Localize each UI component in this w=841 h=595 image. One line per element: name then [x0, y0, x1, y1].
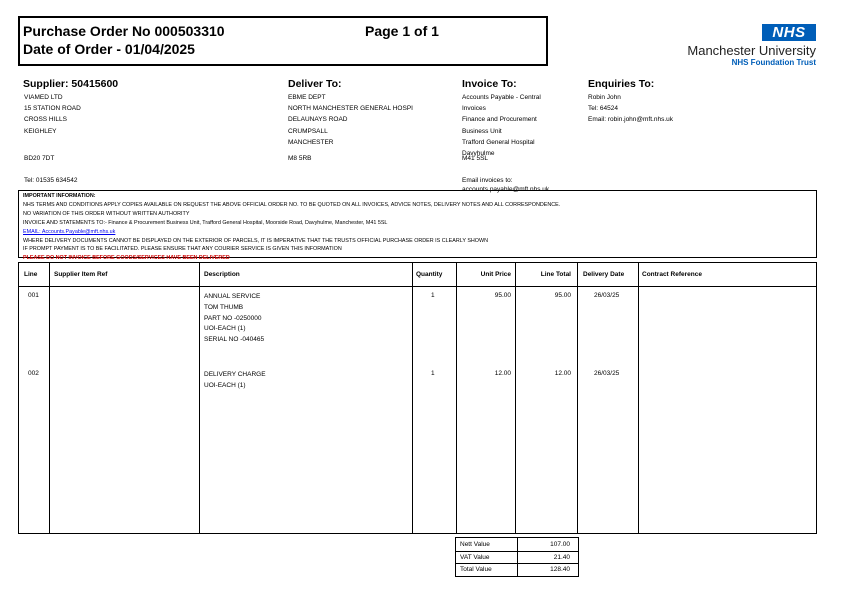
column-header-contract-reference: Contract Reference	[642, 271, 702, 278]
header-divider	[19, 286, 816, 287]
purchase-order-number: Purchase Order No 000503310	[23, 23, 225, 39]
delivery-postcode: M8 5RB	[288, 155, 312, 162]
notice-line: INVOICE AND STATEMENTS TO:- Finance & Procurement Business Unit, Trafford General Hospital, Moorside Road, Davyhulme, Manchester, M41 5SL	[23, 219, 388, 226]
column-divider	[412, 263, 413, 533]
row-unit-price: 95.00	[494, 292, 511, 299]
row-description-line: UOI-EACH (1)	[204, 325, 246, 333]
supplier-telephone: Tel: 01535 634542	[24, 177, 78, 184]
enquiries-contact-line: Tel: 64524	[588, 105, 618, 113]
order-date: Date of Order - 01/04/2025	[23, 41, 195, 57]
delivery-address-line: MANCHESTER	[288, 138, 334, 146]
notice-line: WHERE DELIVERY DOCUMENTS CANNOT BE DISPLAYED ON THE EXTERIOR OF PARCELS, IT IS IMPERATIVE THAT THE TRUSTS OFFICIAL PURCHASE ORDER IS CLEARLY SHOWN	[23, 237, 488, 244]
delivery-address	[288, 92, 413, 148]
row-description-line: DELIVERY CHARGE	[204, 371, 266, 378]
row-unit-price: 12.00	[494, 370, 511, 377]
notice-line: IF PROMPT PAYMENT IS TO BE FACILITATED. PLEASE ENSURE THAT ANY COURIER SERVICE IS GIVEN THIS INFORMATION	[23, 246, 342, 253]
row-quantity: 1	[431, 292, 435, 299]
invoice-email[interactable]: accounts.payable@mft.nhs.uk	[462, 186, 550, 193]
nett-value-label: Nett Value	[460, 541, 490, 548]
organisation-name: Manchester University	[687, 43, 816, 58]
important-information-box	[18, 190, 817, 262]
vat-value-label: VAT Value	[460, 553, 490, 561]
invoice-postcode: M41 5SL	[462, 155, 489, 162]
row-delivery-date: 26/03/25	[594, 370, 620, 377]
total-value-row	[456, 563, 578, 576]
row-description-line: PART NO -0250000	[204, 314, 262, 322]
row-line-number: 002	[28, 370, 39, 377]
nhs-logo	[650, 24, 818, 70]
row-description-line: TOM THUMB	[204, 303, 244, 311]
row-line-total: 12.00	[554, 370, 571, 377]
supplier-address-line: CROSS HILLS	[24, 116, 67, 124]
invoice-address-line: Trafford General Hospital	[462, 138, 535, 146]
notice-line: NHS TERMS AND CONDITIONS APPLY COPIES AVAILABLE ON REQUEST THE ABOVE OFFICIAL ORDER NO. TO BE QUOTED ON ALL INVOICES, ADVICE NOTES, DELIVERY NOTES AND ALL CORRESPONDENCE.	[23, 201, 561, 208]
enquiries-contact-line: Robin John	[588, 94, 621, 101]
supplier-address-line: KEIGHLEY	[24, 127, 57, 135]
column-divider	[577, 263, 578, 533]
column-header-line-total: Line Total	[540, 271, 571, 278]
supplier-heading: Supplier: 50415600	[23, 78, 119, 90]
accounts-payable-email-link[interactable]: EMAIL: Accounts.Payable@mft.nhs.uk	[23, 228, 116, 235]
supplier-address-line: VIAMED LTD	[24, 94, 63, 101]
line-items-table	[18, 262, 817, 534]
column-header-supplier-item-ref: Supplier Item Ref	[54, 271, 108, 278]
invoice-address	[462, 92, 541, 159]
row-description	[204, 292, 264, 346]
notice-line: IMPORTANT INFORMATION:	[23, 193, 96, 199]
vat-value-row	[456, 551, 578, 564]
row-description-line: UOI-EACH (1)	[204, 381, 246, 389]
column-divider	[638, 263, 639, 533]
enquiries-contact	[588, 92, 673, 126]
column-divider	[456, 263, 457, 533]
totals-box	[455, 537, 579, 577]
invoice-address-line: Finance and Procurement	[462, 116, 537, 124]
supplier-address	[24, 92, 81, 137]
column-header-unit-price: Unit Price	[480, 271, 511, 278]
row-line-total: 95.00	[554, 292, 571, 299]
delivery-address-line: NORTH MANCHESTER GENERAL HOSPI	[288, 105, 413, 113]
delivery-address-line: DELAUNAYS ROAD	[288, 116, 348, 124]
supplier-address-line: 15 STATION ROAD	[24, 105, 81, 113]
row-description	[204, 370, 266, 392]
total-value-amount: 128.40	[550, 566, 570, 574]
nett-value-amount: 107.00	[550, 541, 570, 548]
row-quantity: 1	[431, 370, 435, 377]
column-header-description: Description	[204, 271, 240, 278]
invoice-address-line: Davyhulme	[462, 149, 495, 157]
invoice-address-line: Invoices	[462, 105, 486, 113]
enquiries-contact-line: Email: robin.john@mft.nhs.uk	[588, 116, 673, 124]
deliver-to-heading: Deliver To:	[288, 78, 342, 90]
row-description-line: ANNUAL SERVICE	[204, 293, 261, 300]
page-indicator: Page 1 of 1	[365, 23, 439, 39]
vat-value-amount: 21.40	[553, 553, 570, 561]
column-divider	[199, 263, 200, 533]
row-delivery-date: 26/03/25	[594, 292, 620, 299]
invoice-address-line: Business Unit	[462, 127, 502, 135]
invoice-to-heading: Invoice To:	[462, 78, 517, 90]
no-invoice-warning: PLEASE DO NOT INVOICE BEFORE GOODS/SERVICES HAVE BEEN DELIVERED	[23, 255, 230, 262]
invoice-address-line: Accounts Payable - Central	[462, 94, 541, 101]
column-header-line: Line	[24, 271, 38, 278]
supplier-postcode: BD20 7DT	[24, 155, 55, 162]
delivery-address-line: CRUMPSALL	[288, 127, 328, 135]
organisation-subtitle: NHS Foundation Trust	[731, 58, 816, 67]
column-divider	[515, 263, 516, 533]
notice-line: NO VARIATION OF THIS ORDER WITHOUT WRITTEN AUTHORITY	[23, 210, 190, 217]
delivery-address-line: EBME DEPT	[288, 94, 326, 101]
column-header-delivery-date: Delivery Date	[583, 271, 625, 278]
row-description-line: SERIAL NO -040465	[204, 336, 265, 344]
total-value-label: Total Value	[460, 566, 492, 574]
row-line-number: 001	[28, 292, 39, 299]
nhs-badge: NHS	[762, 24, 816, 41]
nett-value-row	[456, 538, 578, 551]
column-header-quantity: Quantity	[416, 271, 443, 278]
column-divider	[49, 263, 50, 533]
enquiries-heading: Enquiries To:	[588, 78, 655, 90]
invoice-email-label: Email invoices to:	[462, 177, 513, 184]
